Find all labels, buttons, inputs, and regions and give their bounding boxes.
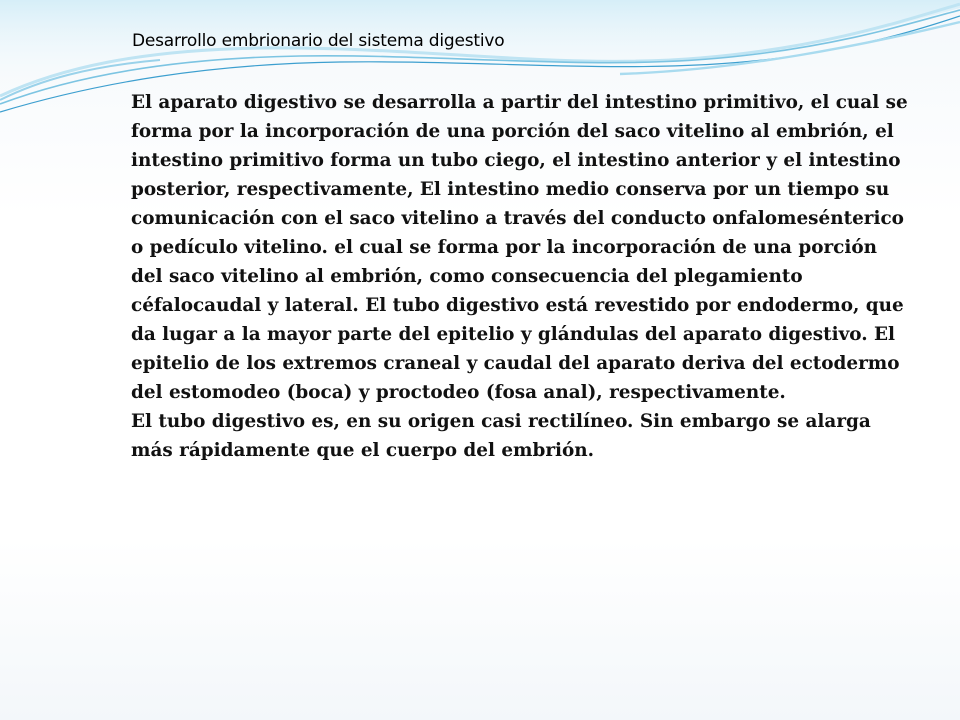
slide-body (131, 88, 911, 465)
body-paragraph: El aparato digestivo se desarrolla a partir del intestino primitivo, el cual se forma por la incorporación de una porción del saco vitelino al embrión, el intestino primitivo forma un tubo ciego, el intestino anterior y el intestino posterior, respectivamente, El intestino medio conserva por un tiempo su comunicación con el saco vitelino a través del conducto onfalomesénterico o pedículo vitelino. el cual se forma por la incorporación de una porción del saco vitelino al embrión, como consecuencia del plegamiento céfalocaudal y lateral. El tubo digestivo está revestido por endodermo, que da lugar a la mayor parte del epitelio y glándulas del aparato digestivo. El epitelio de los extremos craneal y caudal del aparato deriva del ectodermo del estomodeo (boca) y proctodeo (fosa anal), respectivamente. (131, 92, 908, 403)
body-paragraph: El tubo digestivo es, en su origen casi rectilíneo. Sin embargo se alarga más rápidamente que el cuerpo del embrión. (131, 411, 871, 461)
slide-title: Desarrollo embrionario del sistema digestivo (132, 31, 505, 51)
